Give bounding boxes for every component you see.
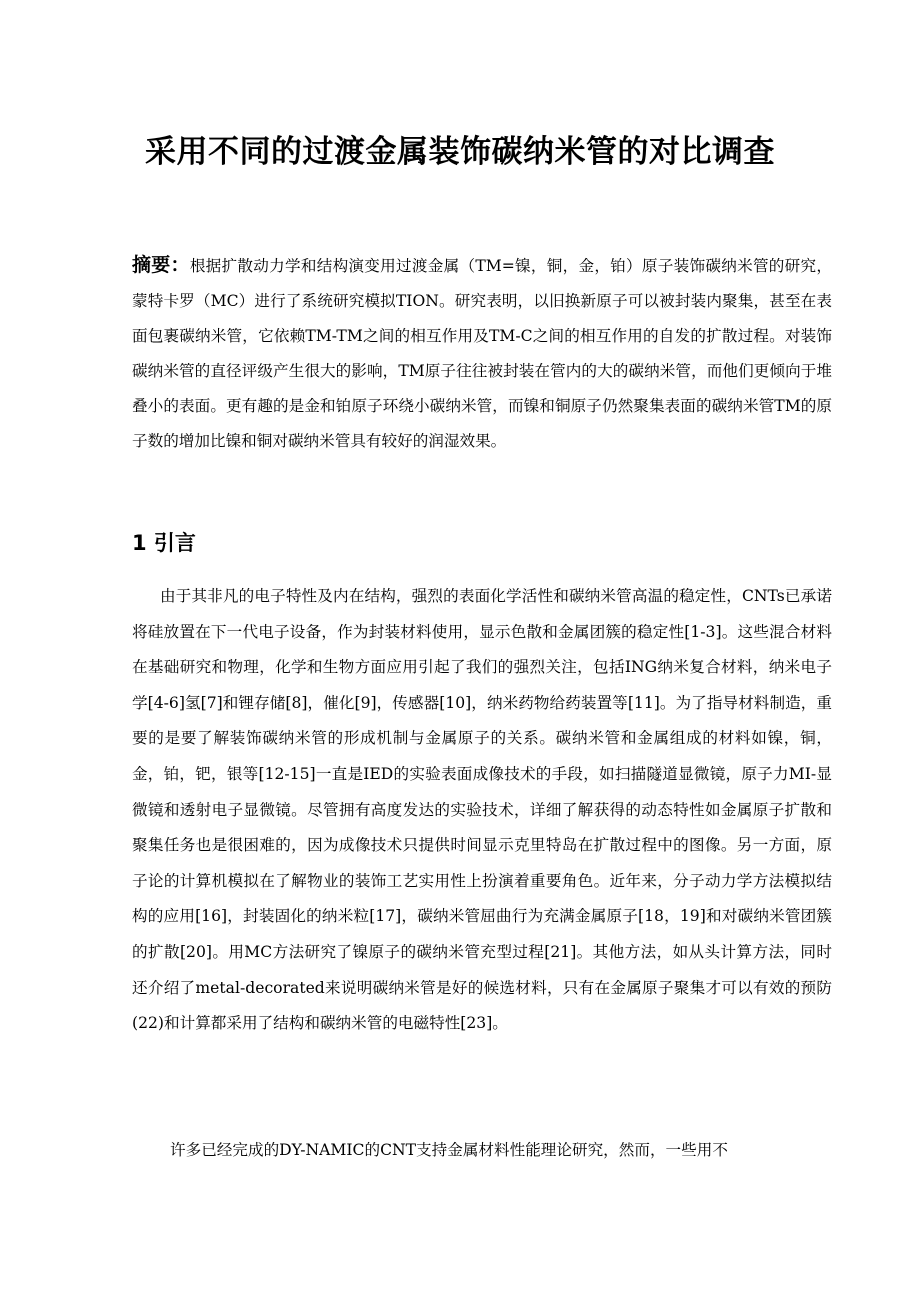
abstract-label: 摘要： <box>132 254 190 276</box>
section-heading: 1 引言 <box>132 531 196 555</box>
paper-title: 采用不同的过渡金属装饰碳纳米管的对比调查 <box>145 134 775 170</box>
abstract-text: 根据扩散动力学和结构演变用过渡金属（TM=镍，铜，金，铂）原子装饰碳纳米管的研究，蒙特卡罗（MC）进行了系统研究模拟TION。研究表明，以旧换新原子可以被封装内聚集，甚至在表面包裹碳纳米管，它依赖TM-TM之间的相互作用及TM-C之间的相互作用的自发的扩散过程。对装饰碳纳米管的直径评级产生很大的影响，TM原子往往被封装在管内的大的碳纳米管，而他们更倾向于堆叠小的表面。更有趣的是金和铂原子环绕小碳纳米管，而镍和铜原子仍然聚集表面的碳纳米管TM的原子数的增加比镍和铜对碳纳米管具有较好的润湿效果。 <box>132 257 832 450</box>
body-paragraph-1: 由于其非凡的电子特性及内在结构，强烈的表面化学活性和碳纳米管高温的稳定性，CNTs已承诺将硅放置在下一代电子设备，作为封装材料使用，显示色散和金属团簇的稳定性[1-3]。这些混合材料在基础研究和物理，化学和生物方面应用引起了我们的强烈关注，包括ING纳米复合材料，纳米电子学[4-6]氢[7]和锂存储[8]，催化[9]，传感器[10]，纳米药物给药装置等[11]。为了指导材料制造，重要的是要了解装饰碳纳米管的形成机制与金属原子的关系。碳纳米管和金属组成的材料如镍，铜，金，铂，钯，银等[12-15]一直是IED的实验表面成像技术的手段，如扫描隧道显微镜，原子力MI-显微镜和透射电子显微镜。尽管拥有高度发达的实验技术，详细了解获得的动态特性如金属原子扩散和聚集任务也是很困难的，因为成像技术只提供时间显示克里特岛在扩散过程中的图像。另一方面，原子论的计算机模拟在了解物业的装饰工艺实用性上扮演着重要角色。近年来，分子动力学方法模拟结构的应用[16]，封装固化的纳米粒[17]，碳纳米管屈曲行为充满金属原子[18，19]和对碳纳米管团簇的扩散[20]。用MC方法研究了镍原子的碳纳米管充型过程[21]。其他方法，如从头计算方法，同时还介绍了metal-decorated来说明碳纳米管是好的候选材料，只有在金属原子聚集才可以有效的预防(22)和计算都采用了结构和碳纳米管的电磁特性[23]。 <box>132 587 832 1033</box>
body-paragraph-2: 许多已经完成的DY-NAMIC的CNT支持金属材料性能理论研究，然而，一些用不 <box>170 1141 728 1159</box>
abstract <box>132 248 832 459</box>
